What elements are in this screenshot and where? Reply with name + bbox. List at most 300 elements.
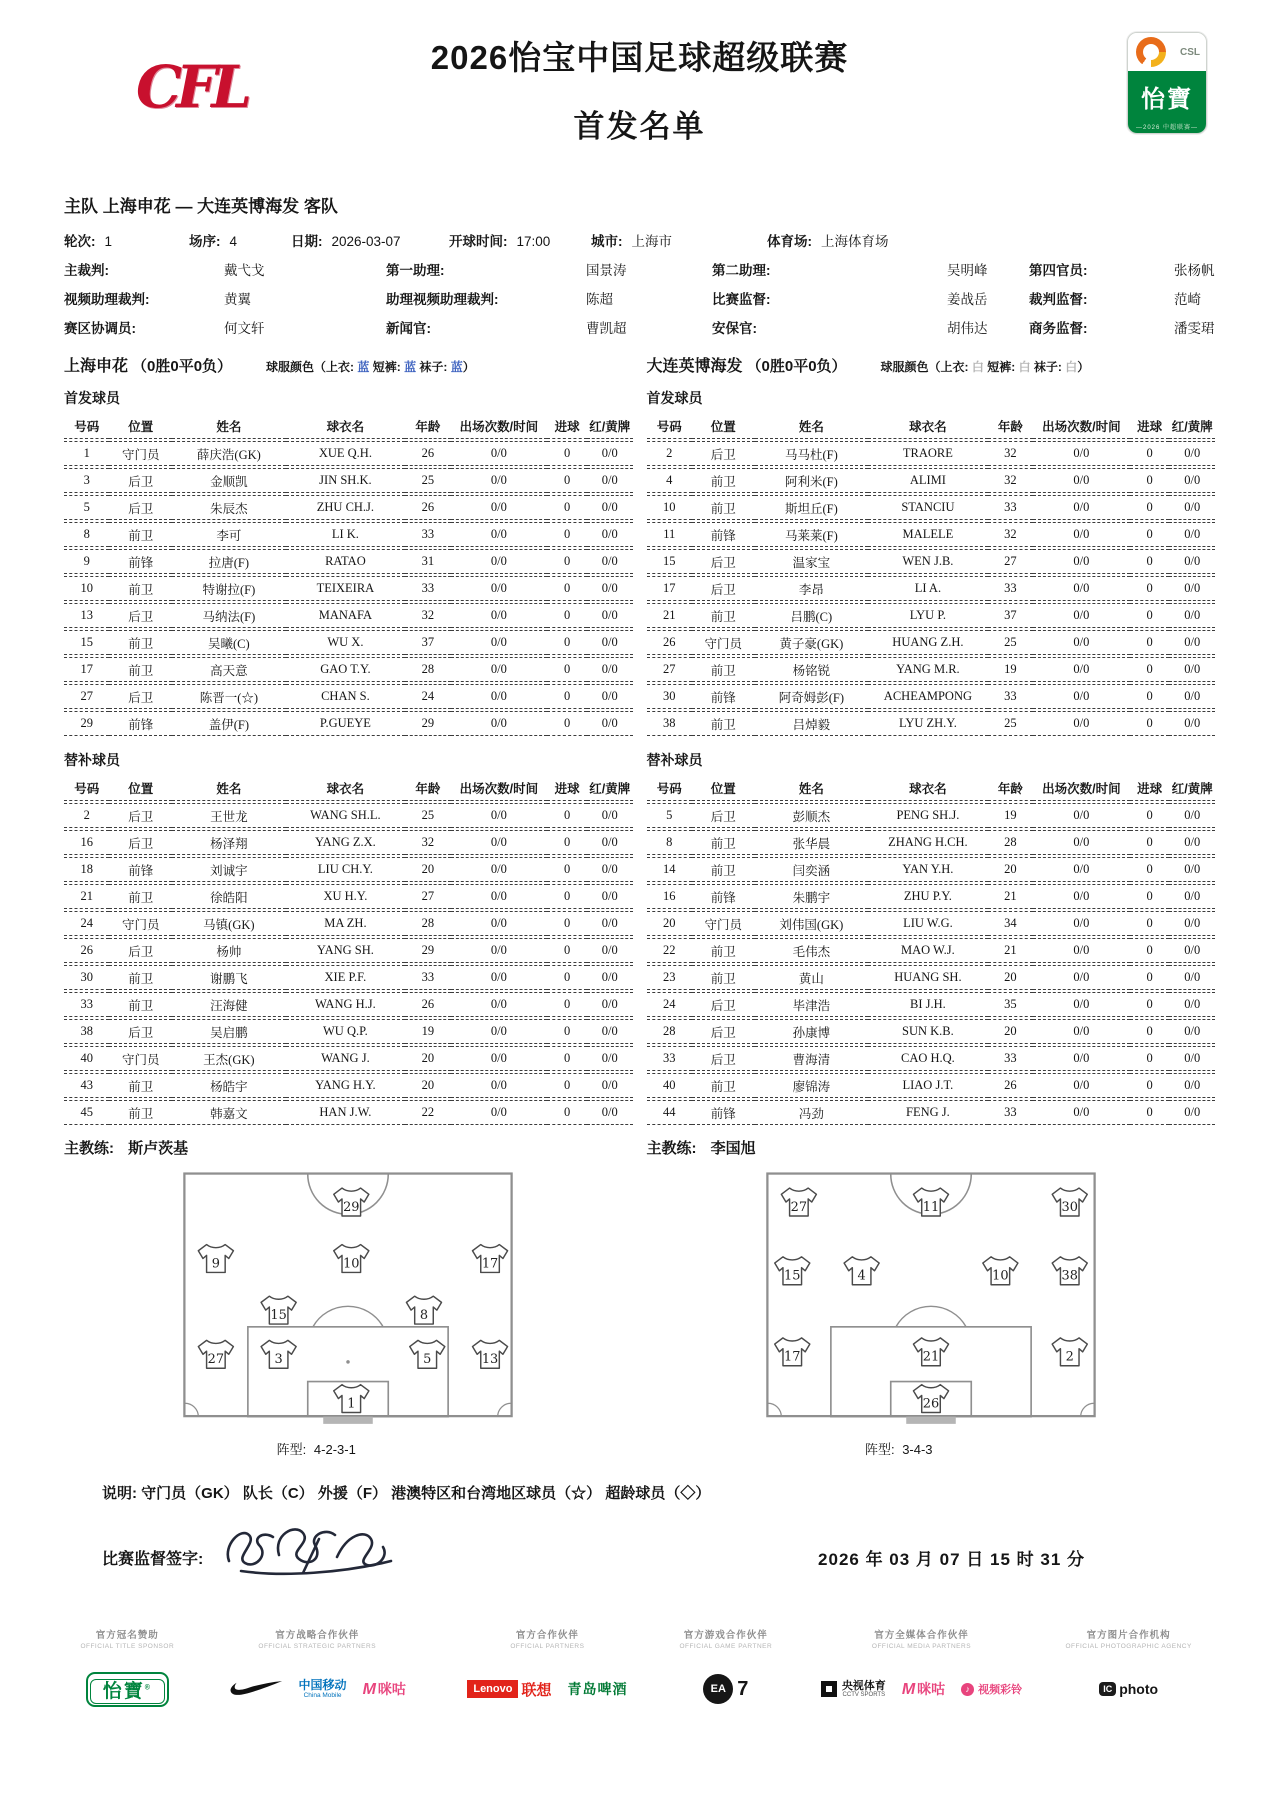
- cell: 32: [988, 441, 1033, 466]
- cell: 前锋: [692, 684, 755, 709]
- column-header: 年龄: [405, 414, 450, 439]
- cell: 22: [647, 938, 692, 963]
- cell: 0: [1130, 576, 1170, 601]
- cell: 0/0: [1033, 1100, 1130, 1125]
- cailing-logo: ♪ 视频彩铃: [961, 1681, 1022, 1697]
- match-info-label: 城市:: [591, 234, 623, 249]
- cell: 33: [988, 576, 1033, 601]
- team-record: （0胜0平0负）: [746, 358, 847, 375]
- player-number: 17: [482, 1256, 499, 1272]
- sponsor-category-label: 官方图片合作机构: [1086, 1630, 1171, 1641]
- player-shirt: [983, 1257, 1018, 1285]
- cell: 李可: [172, 522, 286, 547]
- table-row: [64, 576, 633, 601]
- cell: 0: [1130, 630, 1170, 655]
- column-header: 出场次数/时间: [451, 414, 548, 439]
- cell: 0/0: [1033, 630, 1130, 655]
- cell: 26: [647, 630, 692, 655]
- team-head: [647, 353, 1216, 376]
- cell: 26: [405, 992, 450, 1017]
- player-shirt: [844, 1257, 879, 1285]
- table-row: [64, 1046, 633, 1071]
- csl-badge-top: [1128, 33, 1206, 71]
- cell: 0/0: [451, 911, 548, 936]
- cell: 0: [1130, 603, 1170, 628]
- cfl-logo-text: CFL: [135, 53, 247, 121]
- cell: 0/0: [1033, 884, 1130, 909]
- cell: 吴启鹏: [172, 1019, 286, 1044]
- cell: 0/0: [1033, 603, 1130, 628]
- cell: 4: [647, 468, 692, 493]
- cell: TRAORE: [868, 441, 987, 466]
- cell: 高天意: [172, 657, 286, 682]
- cell: 前卫: [692, 711, 755, 736]
- cell: XIE P.F.: [286, 965, 405, 990]
- cell: 0/0: [1169, 495, 1215, 520]
- table-row: [647, 1073, 1216, 1098]
- cell: 0: [547, 684, 587, 709]
- column-header: 出场次数/时间: [1033, 414, 1130, 439]
- player-number: 15: [270, 1307, 288, 1323]
- cell: 0/0: [1033, 830, 1130, 855]
- player-shirt: [1052, 1188, 1087, 1216]
- cell: 前卫: [692, 1073, 755, 1098]
- table-row: [64, 1100, 633, 1125]
- table-row: [64, 495, 633, 520]
- table-row: [647, 630, 1216, 655]
- cell: 0/0: [587, 803, 633, 828]
- cell: 0/0: [1169, 711, 1215, 736]
- official-name: 姜战岳: [947, 292, 988, 307]
- cell: 0/0: [1169, 468, 1215, 493]
- cell: 阿奇姆彭(F): [755, 684, 869, 709]
- column-header: 红/黄牌: [587, 414, 633, 439]
- sponsor-category-label: 官方合作伙伴: [515, 1630, 579, 1641]
- table-row: [647, 911, 1216, 936]
- player-shirt: [913, 1385, 948, 1413]
- cell: 0/0: [587, 495, 633, 520]
- cell: 0/0: [587, 938, 633, 963]
- table-row: [647, 965, 1216, 990]
- table-body: [647, 803, 1216, 1125]
- cell: 0/0: [587, 884, 633, 909]
- cell: 前锋: [109, 549, 172, 574]
- column-header: 位置: [692, 776, 755, 801]
- cell: 0/0: [587, 603, 633, 628]
- cell: 45: [64, 1100, 109, 1125]
- kit-text: 球服颜色（上衣:: [880, 360, 972, 374]
- table-row: [64, 911, 633, 936]
- cell: 王杰(GK): [172, 1046, 286, 1071]
- cell: 13: [64, 603, 109, 628]
- cell: 孙康博: [755, 1019, 869, 1044]
- cell: 17: [64, 657, 109, 682]
- cell: 杨泽翔: [172, 830, 286, 855]
- cell: 马镇(GK): [172, 911, 286, 936]
- table-header: [647, 776, 1216, 801]
- kit-text: 袜子:: [416, 360, 451, 374]
- cell: 16: [64, 830, 109, 855]
- cell: 后卫: [109, 830, 172, 855]
- official-name: 吴明峰: [947, 263, 988, 278]
- match-info-value: 17:00: [516, 234, 551, 249]
- cell: 前卫: [109, 1100, 172, 1125]
- cell: 0/0: [587, 441, 633, 466]
- sponsor-category-label: 官方游戏合作伙伴: [683, 1630, 768, 1641]
- cell: 前卫: [692, 603, 755, 628]
- sponsor-category-sublabel: OFFICIAL PHOTOGRAPHIC AGENCY: [1065, 1643, 1192, 1650]
- cell: 0/0: [1033, 911, 1130, 936]
- cell: 0/0: [451, 630, 548, 655]
- official-label: 新闻官:: [386, 321, 431, 336]
- cell: 0: [547, 441, 587, 466]
- cell: 44: [647, 1100, 692, 1125]
- column-header: 位置: [692, 414, 755, 439]
- cell: 38: [647, 711, 692, 736]
- cell: 前卫: [692, 468, 755, 493]
- match-info-item: [449, 230, 591, 250]
- cell: 0/0: [1033, 965, 1130, 990]
- table-row: [64, 938, 633, 963]
- cell: 10: [647, 495, 692, 520]
- table-row: [64, 992, 633, 1017]
- table-row: [647, 1019, 1216, 1044]
- cell: 吕鹏(C): [755, 603, 869, 628]
- table-row: [647, 830, 1216, 855]
- table-row: [647, 992, 1216, 1017]
- cell: 0/0: [1169, 603, 1215, 628]
- official-label: 第四官员:: [1029, 263, 1088, 278]
- cell: 27: [988, 549, 1033, 574]
- cell: 0: [1130, 938, 1170, 963]
- cell: 40: [64, 1046, 109, 1071]
- match-info-item: [767, 230, 1215, 250]
- cell: ALIMI: [868, 468, 987, 493]
- cell: LI A.: [868, 576, 987, 601]
- cell: 0/0: [587, 965, 633, 990]
- match-info-label: 开球时间:: [449, 234, 508, 249]
- table-row: [647, 803, 1216, 828]
- cell: CHAN S.: [286, 684, 405, 709]
- cell: STANCIU: [868, 495, 987, 520]
- cell: XUE Q.H.: [286, 441, 405, 466]
- cell: 徐皓阳: [172, 884, 286, 909]
- cell: 24: [64, 911, 109, 936]
- cell: 0: [1130, 522, 1170, 547]
- player-number: 5: [423, 1352, 432, 1368]
- signature-row: [102, 1521, 1215, 1593]
- kit-color-value: 白: [1018, 360, 1031, 374]
- cell: ZHU CH.J.: [286, 495, 405, 520]
- cell: 17: [647, 576, 692, 601]
- cell: TEIXEIRA: [286, 576, 405, 601]
- table-body: [647, 441, 1216, 736]
- cell: 0/0: [1169, 830, 1215, 855]
- kit-text: 短裤:: [369, 360, 405, 374]
- player-number: 21: [922, 1349, 939, 1365]
- cell: 0/0: [451, 549, 548, 574]
- cell: WU Q.P.: [286, 1019, 405, 1044]
- cell: 0: [547, 576, 587, 601]
- cell: 朱鹏宇: [755, 884, 869, 909]
- cell: WANG H.J.: [286, 992, 405, 1017]
- cell: JIN SH.K.: [286, 468, 405, 493]
- official-name: 范崎: [1174, 292, 1201, 307]
- cell: 谢鹏飞: [172, 965, 286, 990]
- cell: 0/0: [1033, 938, 1130, 963]
- cell: 0/0: [451, 1019, 548, 1044]
- official-label: 主裁判:: [64, 263, 109, 278]
- official-label: 第二助理:: [712, 263, 771, 278]
- cell: 0/0: [587, 992, 633, 1017]
- cell: 19: [988, 803, 1033, 828]
- team-kit: [266, 358, 475, 375]
- music-note-icon: ♪: [961, 1683, 974, 1696]
- cell: 0: [1130, 1046, 1170, 1071]
- csl-flame-icon: [1136, 37, 1166, 67]
- cell: 0: [1130, 684, 1170, 709]
- cell: 吴曦(C): [172, 630, 286, 655]
- cell: 0: [547, 938, 587, 963]
- cell: 33: [64, 992, 109, 1017]
- cell: 29: [405, 938, 450, 963]
- cell: 0: [1130, 1019, 1170, 1044]
- subs-table: [647, 774, 1216, 1127]
- kit-text: 短裤:: [983, 360, 1019, 374]
- home-team-block: [64, 353, 633, 1458]
- table-header: [64, 776, 633, 801]
- cell: 汪海健: [172, 992, 286, 1017]
- player-number: 9: [212, 1256, 221, 1272]
- cell: 27: [647, 657, 692, 682]
- cell: 25: [405, 468, 450, 493]
- cell: 0: [1130, 549, 1170, 574]
- cell: 30: [64, 965, 109, 990]
- cell: 0: [1130, 803, 1170, 828]
- cell: 后卫: [692, 1019, 755, 1044]
- cell: 0/0: [587, 549, 633, 574]
- cell: 0: [547, 830, 587, 855]
- column-header: 号码: [64, 776, 109, 801]
- column-header: 红/黄牌: [1169, 776, 1215, 801]
- sponsor-category-sublabel: OFFICIAL MEDIA PARTNERS: [871, 1643, 972, 1650]
- cell: 马莱莱(F): [755, 522, 869, 547]
- cell: 黄山: [755, 965, 869, 990]
- cell: 0/0: [1169, 657, 1215, 682]
- cell: 前锋: [692, 884, 755, 909]
- column-header: 姓名: [172, 414, 286, 439]
- signature-image: [213, 1515, 423, 1585]
- column-header: 号码: [64, 414, 109, 439]
- team-name: 大连英博海发: [646, 358, 743, 375]
- cell: 0/0: [587, 657, 633, 682]
- table-row: [647, 657, 1216, 682]
- table-row: [64, 522, 633, 547]
- cell: 35: [988, 992, 1033, 1017]
- official-item: [386, 259, 712, 279]
- cell: 0: [1130, 711, 1170, 736]
- cell: 25: [405, 803, 450, 828]
- official-item: [1029, 288, 1215, 308]
- cell: 0/0: [451, 684, 548, 709]
- match-info-item: [591, 230, 767, 250]
- cell: 0: [547, 1100, 587, 1125]
- cell: 28: [647, 1019, 692, 1044]
- cell: 24: [647, 992, 692, 1017]
- kit-color-value: 蓝: [404, 360, 417, 374]
- cell: 0/0: [1033, 441, 1130, 466]
- cell: 0/0: [451, 576, 548, 601]
- cell: 0: [547, 1073, 587, 1098]
- match-info-label: 场序:: [189, 234, 221, 249]
- cell: 后卫: [692, 549, 755, 574]
- kit-color-value: 白: [1065, 360, 1078, 374]
- cell: 0/0: [1169, 1046, 1215, 1071]
- cell: 刘诚宇: [172, 857, 286, 882]
- cell: 守门员: [109, 1046, 172, 1071]
- cell: 5: [647, 803, 692, 828]
- ea-logo: EA 7: [703, 1674, 748, 1704]
- official-label: 视频助理裁判:: [64, 292, 150, 307]
- cell: 前卫: [109, 576, 172, 601]
- cell: 15: [647, 549, 692, 574]
- cell: 前卫: [692, 830, 755, 855]
- cell: 33: [647, 1046, 692, 1071]
- player-shirt: [1052, 1257, 1087, 1285]
- coach-label: 主教练:: [646, 1140, 697, 1157]
- subs-label: 替补球员: [646, 752, 703, 768]
- icphoto-logo: IC photo: [1099, 1681, 1158, 1697]
- player-number: 38: [1061, 1268, 1078, 1284]
- cell: 8: [64, 522, 109, 547]
- cell: 40: [647, 1073, 692, 1098]
- table-header-row: [64, 776, 633, 801]
- cell: 0/0: [451, 657, 548, 682]
- cell: 21: [988, 884, 1033, 909]
- cell: 0: [547, 1019, 587, 1044]
- cell: 26: [405, 441, 450, 466]
- official-item: [64, 317, 386, 337]
- sponsor-category-label: 官方全媒体合作伙伴: [874, 1630, 969, 1641]
- cell: 后卫: [109, 938, 172, 963]
- cell: 0: [547, 711, 587, 736]
- cell: 前卫: [692, 938, 755, 963]
- cell: 0: [547, 884, 587, 909]
- column-header: 出场次数/时间: [451, 776, 548, 801]
- official-item: [64, 288, 386, 308]
- tsingtao-logo: 青岛啤酒: [567, 1681, 628, 1697]
- cell: RATAO: [286, 549, 405, 574]
- cell: BI J.H.: [868, 992, 987, 1017]
- cell: 27: [405, 884, 450, 909]
- table-row: [647, 495, 1216, 520]
- cell: 0/0: [1033, 1073, 1130, 1098]
- cell: 33: [988, 495, 1033, 520]
- cell: 8: [647, 830, 692, 855]
- page-title: 2026怡宝中国足球超级联赛: [430, 39, 849, 76]
- cell: 前卫: [109, 657, 172, 682]
- column-header: 红/黄牌: [587, 776, 633, 801]
- cell: 0/0: [451, 603, 548, 628]
- official-name: 曹凯超: [586, 321, 627, 336]
- cell: 28: [988, 830, 1033, 855]
- cell: 0: [1130, 1100, 1170, 1125]
- cell: 拉唐(F): [172, 549, 286, 574]
- cell: MAO W.J.: [868, 938, 987, 963]
- team-head: [64, 353, 633, 376]
- cell: 前卫: [109, 1073, 172, 1098]
- cell: 前卫: [109, 992, 172, 1017]
- table-row: [64, 857, 633, 882]
- cell: WANG SH.L.: [286, 803, 405, 828]
- cell: 0: [547, 1046, 587, 1071]
- cell: 0: [547, 468, 587, 493]
- match-info: [64, 230, 1215, 250]
- cell: 后卫: [109, 1019, 172, 1044]
- table-row: [647, 938, 1216, 963]
- player-number: 11: [922, 1199, 939, 1215]
- player-shirt: [781, 1188, 816, 1216]
- subs-label: 替补球员: [64, 752, 120, 768]
- player-number: 29: [343, 1199, 360, 1215]
- cell: 杨铭锐: [755, 657, 869, 682]
- cell: 0/0: [451, 1100, 548, 1125]
- match-info-value: 上海市: [631, 234, 672, 249]
- sponsor-logos: [191, 1666, 444, 1712]
- sponsor-category-sublabel: OFFICIAL STRATEGIC PARTNERS: [258, 1643, 377, 1650]
- player-shirt: [473, 1245, 508, 1273]
- cell: 9: [64, 549, 109, 574]
- cell: 21: [64, 884, 109, 909]
- table-row: [647, 549, 1216, 574]
- column-header: 红/黄牌: [1169, 414, 1215, 439]
- cell: 0/0: [1169, 965, 1215, 990]
- match-info-label: 轮次:: [64, 234, 96, 249]
- sponsor-category-sublabel: OFFICIAL PARTNERS: [510, 1643, 585, 1650]
- player-shirt: [410, 1340, 445, 1368]
- cell: 前卫: [692, 857, 755, 882]
- cell: 韩嘉文: [172, 1100, 286, 1125]
- cell: 0/0: [1169, 992, 1215, 1017]
- cell: GAO T.Y.: [286, 657, 405, 682]
- cell: 0/0: [1033, 684, 1130, 709]
- cell: 19: [405, 1019, 450, 1044]
- starters-table: [647, 412, 1216, 738]
- sponsor-category-label: 官方冠名赞助: [95, 1630, 159, 1641]
- match-info-item: [291, 230, 449, 250]
- cell: 后卫: [109, 803, 172, 828]
- cell: 32: [405, 830, 450, 855]
- column-header: 进球: [1130, 776, 1170, 801]
- match-info-label: 日期:: [291, 234, 323, 249]
- cell: 33: [405, 576, 450, 601]
- cell: 0/0: [587, 830, 633, 855]
- cell: 0/0: [1169, 1019, 1215, 1044]
- cell: SUN K.B.: [868, 1019, 987, 1044]
- cell: 0: [1130, 965, 1170, 990]
- cell: 0: [1130, 468, 1170, 493]
- table-row: [64, 884, 633, 909]
- kit-color-value: 蓝: [450, 360, 463, 374]
- cell: 0/0: [1033, 657, 1130, 682]
- cell: 25: [988, 630, 1033, 655]
- official-name: 何文轩: [224, 321, 265, 336]
- cell: 0/0: [1033, 576, 1130, 601]
- table-row: [64, 603, 633, 628]
- official-label: 助理视频助理裁判:: [386, 292, 499, 307]
- player-shirt: [774, 1338, 809, 1366]
- cell: 5: [64, 495, 109, 520]
